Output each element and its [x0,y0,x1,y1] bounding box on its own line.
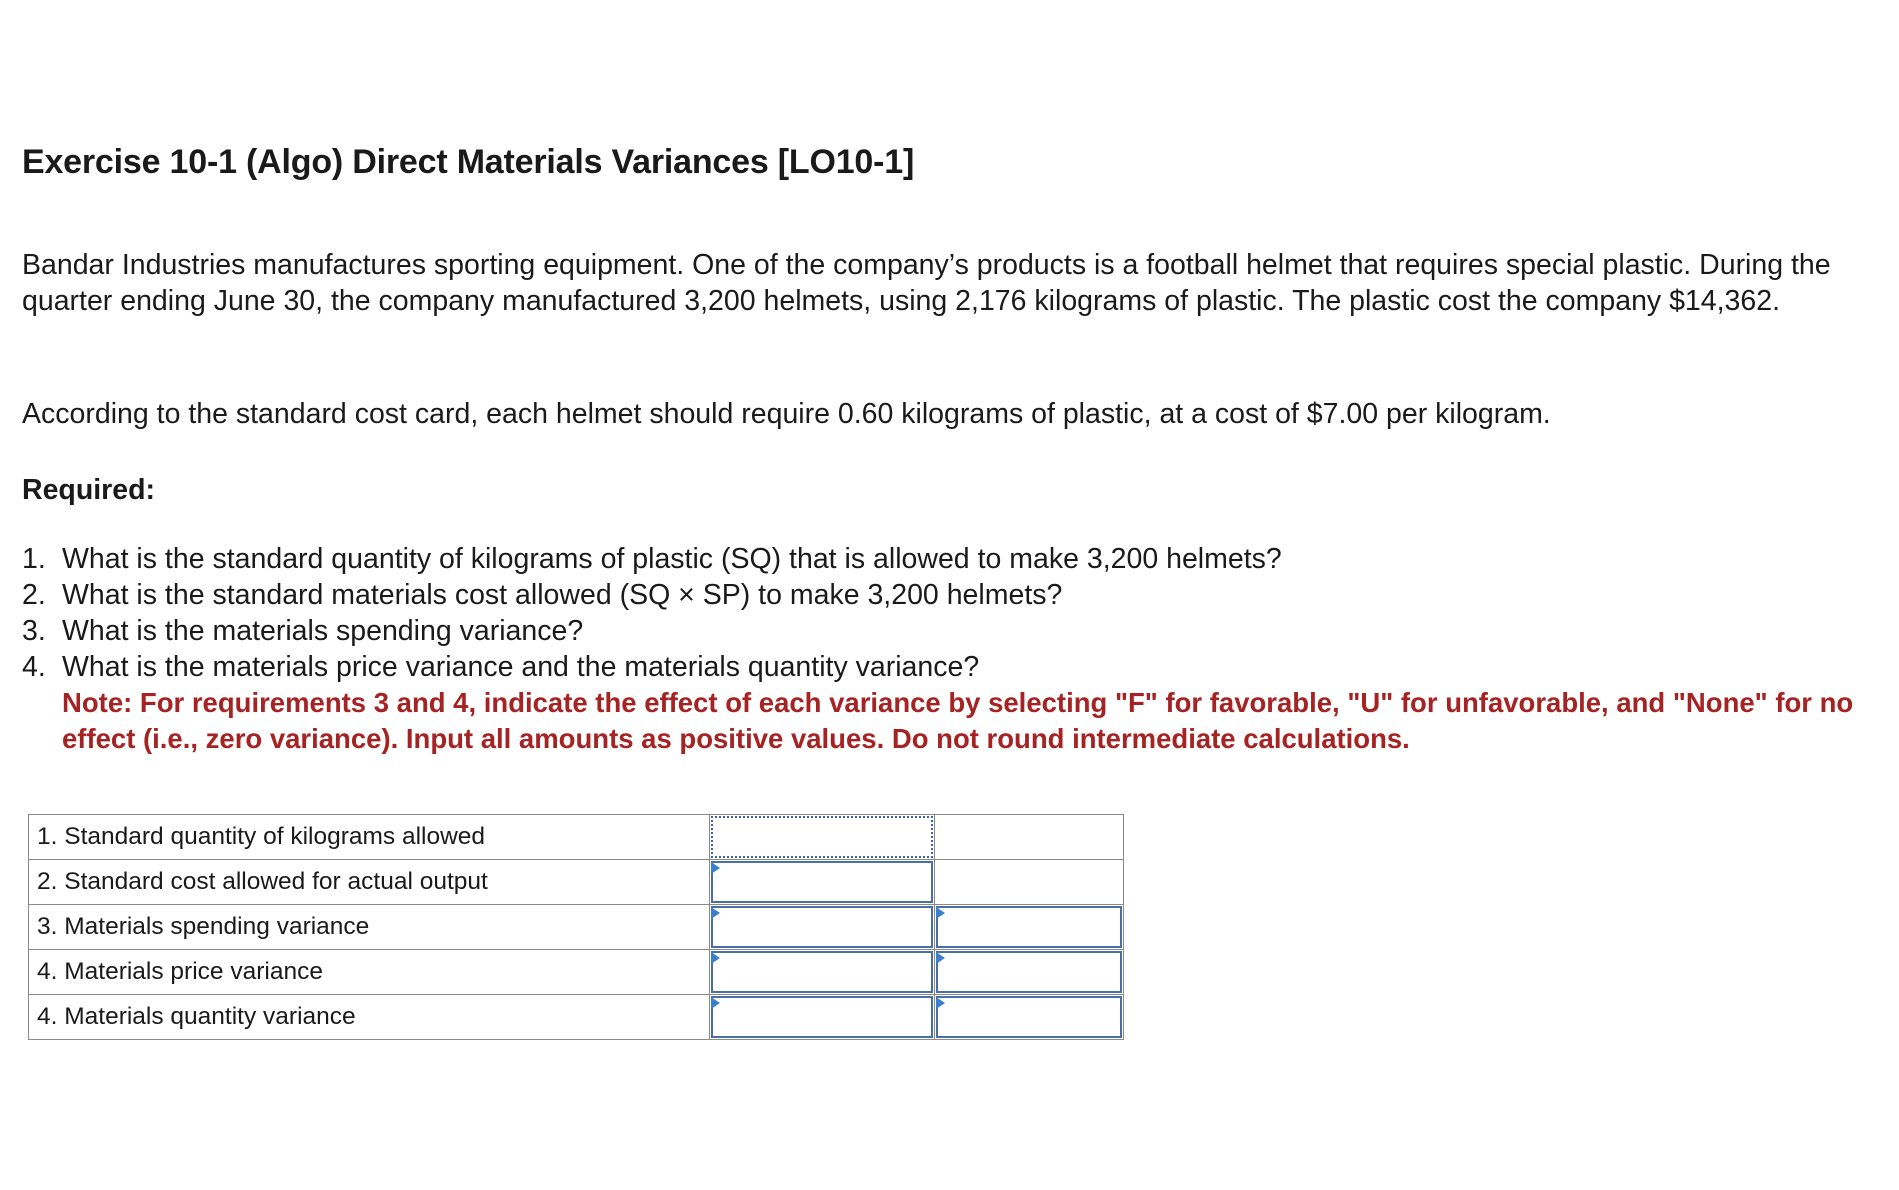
select-marker-icon [936,907,945,919]
standard-cost-input[interactable] [711,861,933,903]
row-label: 2. Standard cost allowed for actual output [29,860,710,905]
row-label: 4. Materials quantity variance [29,995,710,1040]
requirement-number: 1. [22,543,46,575]
quantity-variance-effect-select[interactable] [936,996,1122,1038]
price-variance-effect-select[interactable] [936,951,1122,993]
amount-cell [710,860,935,905]
problem-paragraph: Bandar Industries manufactures sporting equipment. One of the company’s products is a football helmet that requires special plastic. During the quarter ending June 30, the company manufactured 3,200 helmets, using 2,176 kilograms of plastic. The plastic cost the company $14,362. [22,249,1831,317]
standard-quantity-input[interactable] [711,816,933,858]
effect-cell [935,905,1124,950]
requirement-text: What is the standard quantity of kilograms of plastic (SQ) that is allowed to make 3,200 helmets? [62,543,1282,575]
input-marker-icon [711,907,720,919]
row-label: 4. Materials price variance [29,950,710,995]
instructions-note: Note: For requirements 3 and 4, indicate the effect of each variance by selecting "F" for favorable, "U" for unfavorable, and "None" for no effect (i.e., zero variance). Input all amounts as positive values. Do not round intermediate calculations. [62,687,1854,754]
requirement-text: What is the standard materials cost allowed (SQ × SP) to make 3,200 helmets? [62,579,1063,611]
spending-variance-input[interactable] [711,906,933,948]
empty-effect-cell [935,860,1124,905]
table-row [29,995,1124,1040]
requirement-number: 2. [22,579,46,611]
requirement-text: What is the materials price variance and the materials quantity variance? [62,651,980,683]
requirements-list [22,541,1882,757]
quantity-variance-input[interactable] [711,996,933,1038]
requirement-item [22,541,1882,577]
row-label: 3. Materials spending variance [29,905,710,950]
amount-cell [710,950,935,995]
price-variance-input[interactable] [711,951,933,993]
standard-cost-paragraph: According to the standard cost card, each helmet should require 0.60 kilograms of plastic, at a cost of $7.00 per kilogram. [22,398,1551,430]
requirement-item [22,649,1882,685]
exercise-title: Exercise 10-1 (Algo) Direct Materials Variances [LO10-1] [22,143,915,181]
input-marker-icon [711,952,720,964]
table-row [29,860,1124,905]
requirement-number: 3. [22,615,46,647]
row-label: 1. Standard quantity of kilograms allowed [29,815,710,860]
select-marker-icon [936,997,945,1009]
requirement-item [22,613,1882,649]
requirement-text: What is the materials spending variance? [62,615,584,647]
table-row [29,905,1124,950]
amount-cell [710,905,935,950]
table-row [29,815,1124,860]
effect-cell [935,995,1124,1040]
empty-effect-cell [935,815,1124,860]
input-marker-icon [711,997,720,1009]
input-marker-icon [711,862,720,874]
amount-cell [710,815,935,860]
effect-cell [935,950,1124,995]
spending-variance-effect-select[interactable] [936,906,1122,948]
amount-cell [710,995,935,1040]
select-marker-icon [936,952,945,964]
requirement-number: 4. [22,651,46,683]
table-row [29,950,1124,995]
required-heading: Required: [22,474,156,506]
requirement-item [22,577,1882,613]
answer-table [28,814,1124,1040]
